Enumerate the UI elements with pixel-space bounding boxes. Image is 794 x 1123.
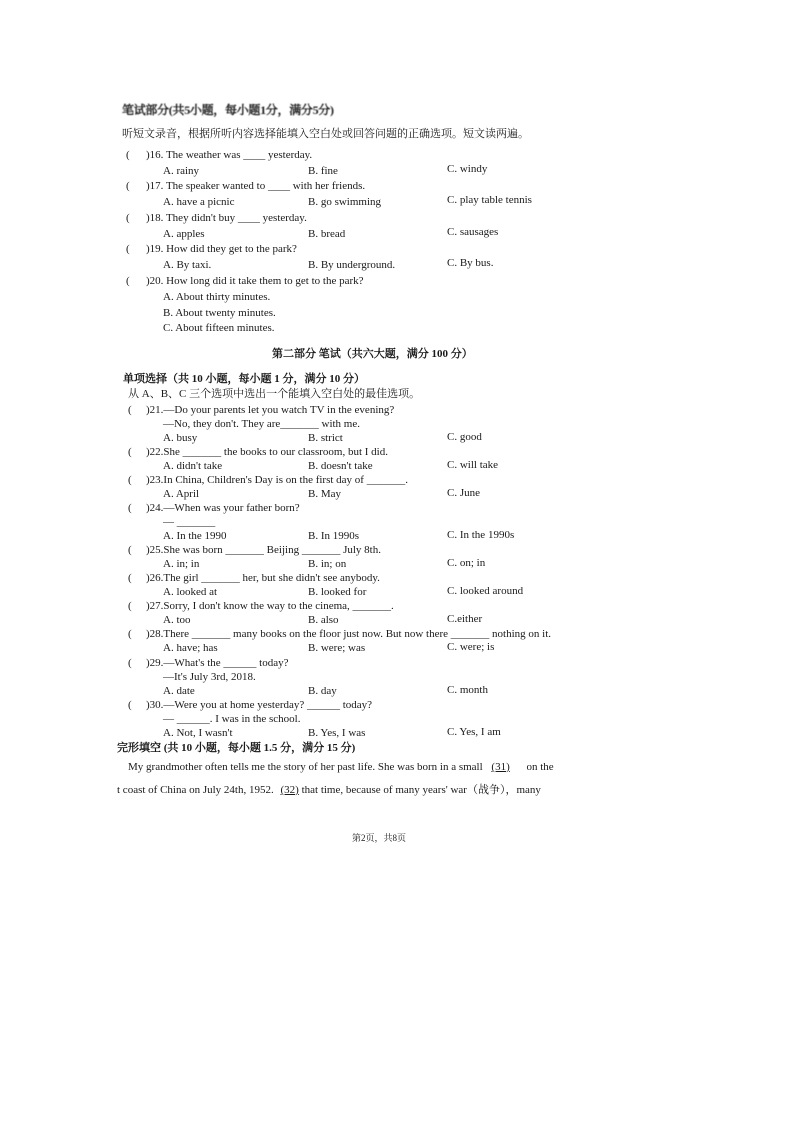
- option-b: B. Yes, I was: [308, 727, 366, 739]
- option-b: B. May: [308, 488, 341, 500]
- answer-paren[interactable]: (: [126, 149, 130, 161]
- option-c: C. month: [447, 684, 488, 696]
- option-b: B. go swimming: [308, 196, 382, 208]
- option-a: A. looked at: [163, 586, 218, 598]
- answer-paren[interactable]: (: [128, 404, 132, 416]
- option-b: B. In 1990s: [308, 530, 360, 542]
- blank-32[interactable]: (32): [280, 784, 299, 796]
- cloze-line-2-text: t coast of China on July 24th, 1952.: [117, 784, 274, 796]
- answer-paren[interactable]: (: [126, 243, 130, 255]
- option-a: A. too: [163, 614, 191, 626]
- question-18: )18. They didn't buy ____ yesterday.: [146, 212, 307, 224]
- option-c: C. Yes, I am: [447, 726, 501, 738]
- cloze-line-1: [128, 760, 554, 774]
- option-c: C. play table tennis: [447, 194, 532, 206]
- question-24-reply: — _______: [163, 516, 216, 528]
- option-c: C. June: [447, 487, 480, 499]
- option-b: B. in; on: [308, 558, 347, 570]
- question-27: )27.Sorry, I don't know the way to the cinema, _______.: [146, 600, 394, 612]
- cloze-header: 完形填空 (共 10 小题，每小题 1.5 分，满分 15 分): [117, 742, 356, 754]
- answer-paren[interactable]: (: [128, 502, 132, 514]
- blank-31[interactable]: (31): [491, 761, 510, 773]
- option-b: B. day: [308, 685, 337, 697]
- option-c: C. In the 1990s: [447, 529, 515, 541]
- question-29: )29.—What's the ______ today?: [146, 657, 289, 669]
- question-30: )30.—Were you at home yesterday? ______ today?: [146, 699, 373, 711]
- option-c: C. About fifteen minutes.: [163, 322, 275, 334]
- option-c: C.either: [447, 613, 483, 625]
- answer-paren[interactable]: (: [128, 657, 132, 669]
- single-choice-instruction: 从 A、B、C 三个选项中选出一个能填入空白处的最佳选项。: [128, 388, 421, 400]
- answer-paren[interactable]: (: [126, 275, 130, 287]
- cloze-line-2-end: that time, because of many years' war（战争），many: [301, 784, 541, 796]
- answer-paren[interactable]: (: [128, 572, 132, 584]
- page-footer: 第2页，共8页: [352, 833, 407, 843]
- option-a: A. didn't take: [163, 460, 223, 472]
- option-a: A. rainy: [163, 165, 200, 177]
- option-c: C. on; in: [447, 557, 486, 569]
- answer-paren[interactable]: (: [128, 628, 132, 640]
- question-21-reply: —No, they don't. They are_______ with me.: [163, 418, 360, 430]
- question-25: )25.She was born _______ Beijing _______ July 8th.: [146, 544, 381, 556]
- option-a: A. have a picnic: [163, 196, 235, 208]
- question-23: )23.In China, Children's Day is on the first day of _______.: [146, 474, 408, 486]
- option-a: A. busy: [163, 432, 198, 444]
- option-a: A. have; has: [163, 642, 218, 654]
- option-c: C. looked around: [447, 585, 524, 597]
- question-21: )21.—Do your parents let you watch TV in the evening?: [146, 404, 395, 416]
- question-17: )17. The speaker wanted to ____ with her friends.: [146, 180, 366, 192]
- part-two-title: 第二部分 笔试（共六大题，满分 100 分）: [272, 348, 473, 360]
- option-a: A. in; in: [163, 558, 200, 570]
- option-c: C. sausages: [447, 226, 499, 238]
- answer-paren[interactable]: (: [126, 212, 130, 224]
- question-26: )26.The girl _______ her, but she didn't see anybody.: [146, 572, 380, 584]
- option-b: B. bread: [308, 228, 346, 240]
- cloze-line-1-text: My grandmother often tells me the story of her past life. She was born in a small: [128, 761, 483, 773]
- question-30-reply: — ______. I was in the school.: [163, 713, 301, 725]
- option-a: A. apples: [163, 228, 205, 240]
- option-b: B. strict: [308, 432, 343, 444]
- option-b: B. About twenty minutes.: [163, 307, 276, 319]
- option-b: B. looked for: [308, 586, 367, 598]
- answer-paren[interactable]: (: [128, 474, 132, 486]
- option-a: A. In the 1990: [163, 530, 227, 542]
- answer-paren[interactable]: (: [128, 544, 132, 556]
- cloze-line-2: [117, 783, 541, 797]
- option-c: C. By bus.: [447, 257, 494, 269]
- question-24: )24.—When was your father born?: [146, 502, 300, 514]
- option-c: C. were; is: [447, 641, 495, 653]
- question-28: )28.There _______ many books on the floor just now. But now there _______ nothing on it.: [146, 628, 552, 640]
- answer-paren[interactable]: (: [128, 699, 132, 711]
- option-b: B. were; was: [308, 642, 366, 654]
- answer-paren[interactable]: (: [126, 180, 130, 192]
- option-b: B. doesn't take: [308, 460, 373, 472]
- option-b: B. also: [308, 614, 339, 626]
- listening-header: 笔试部分(共5小题，每小题1分，满分5分): [122, 103, 334, 117]
- option-c: C. will take: [447, 459, 499, 471]
- option-a: A. About thirty minutes.: [163, 291, 271, 303]
- question-22: )22.She _______ the books to our classroom, but I did.: [146, 446, 388, 458]
- question-20: )20. How long did it take them to get to the park?: [146, 275, 364, 287]
- cloze-line-1-end: on the: [526, 761, 554, 773]
- listening-instruction: 听短文录音，根据所听内容选择能填入空白处或回答问题的正确选项。短文读两遍。: [122, 128, 529, 140]
- option-a: A. April: [163, 488, 200, 500]
- question-19: )19. How did they get to the park?: [146, 243, 297, 255]
- answer-paren[interactable]: (: [128, 446, 132, 458]
- single-choice-header: 单项选择（共 10 小题，每小题 1 分，满分 10 分）: [123, 373, 365, 385]
- option-b: B. fine: [308, 165, 338, 177]
- option-b: B. By underground.: [308, 259, 396, 271]
- question-16: )16. The weather was ____ yesterday.: [146, 149, 313, 161]
- option-c: C. windy: [447, 163, 488, 175]
- option-c: C. good: [447, 431, 482, 443]
- answer-paren[interactable]: (: [128, 600, 132, 612]
- option-a: A. Not, I wasn't: [163, 727, 233, 739]
- option-a: A. By taxi.: [163, 259, 212, 271]
- option-a: A. date: [163, 685, 195, 697]
- question-29-reply: —It's July 3rd, 2018.: [163, 671, 256, 683]
